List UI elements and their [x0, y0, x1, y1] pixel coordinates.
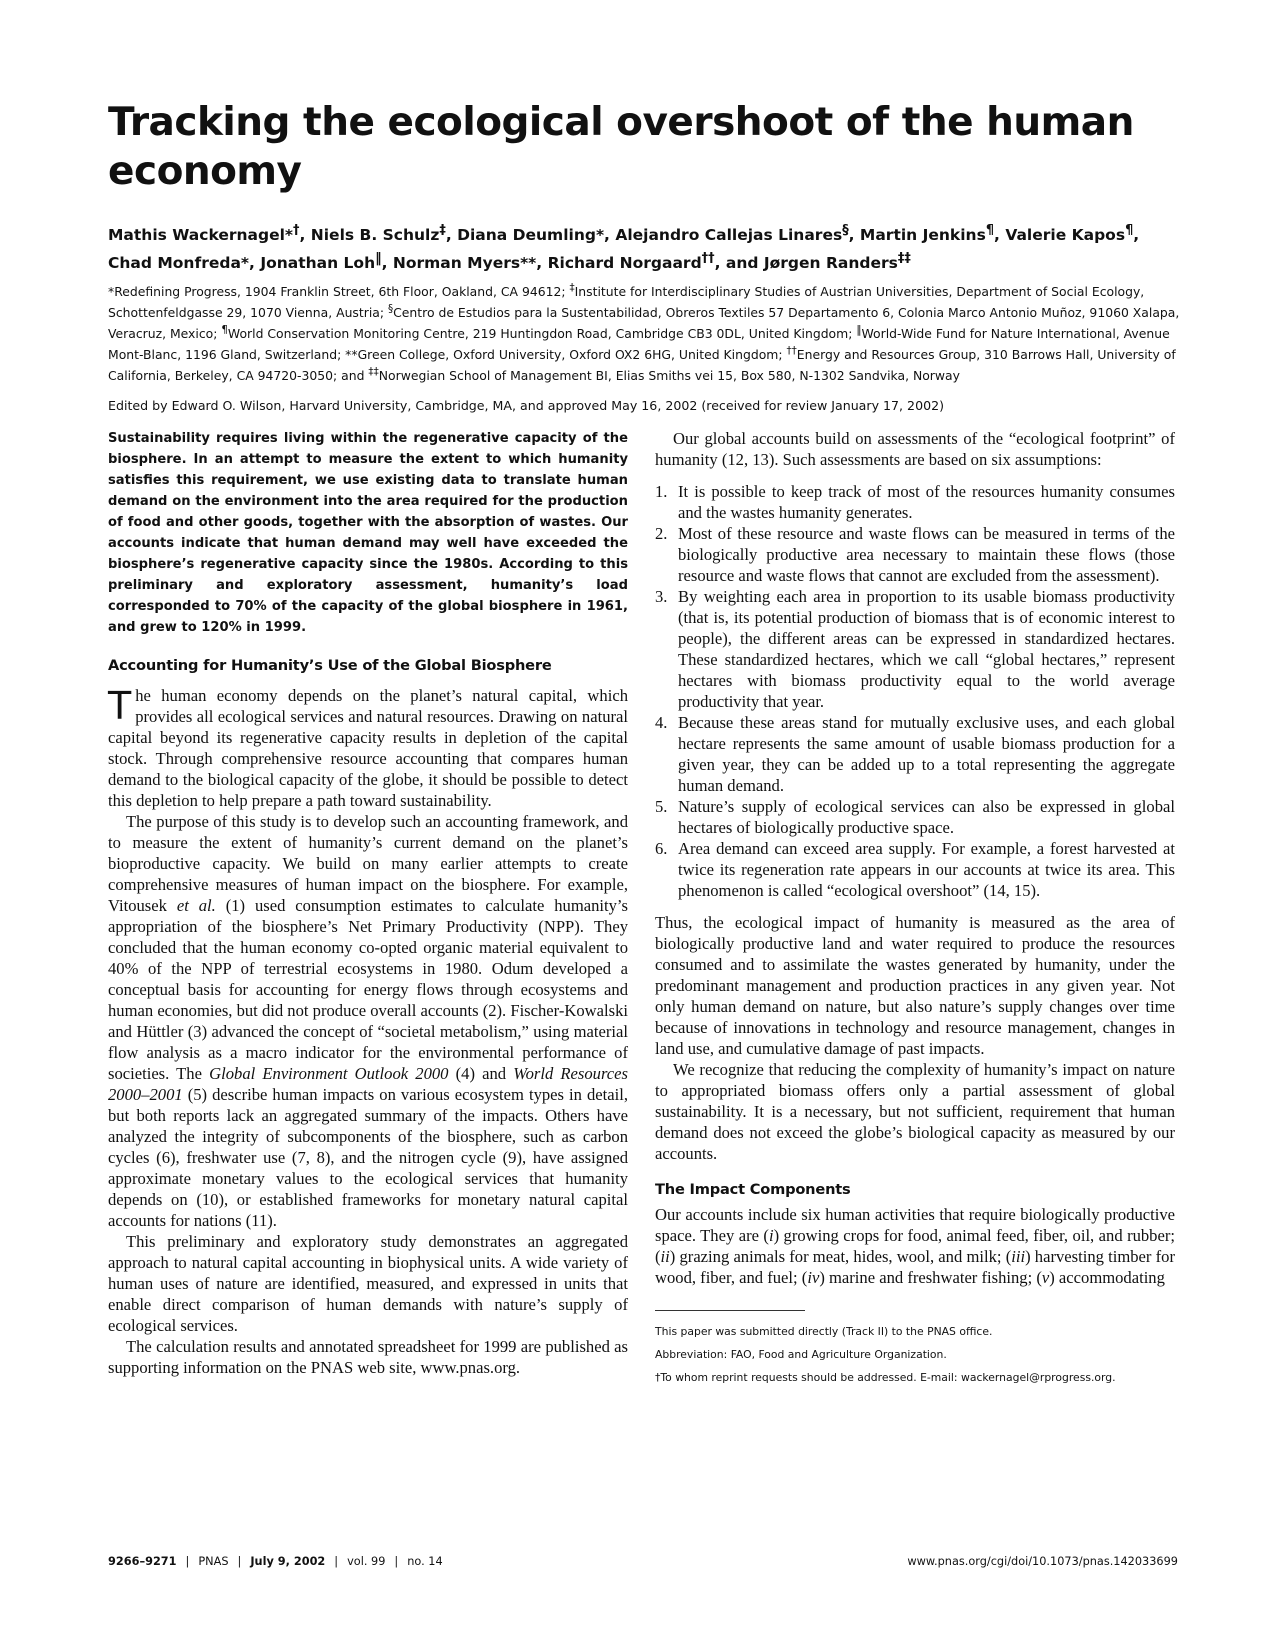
issue-number: no. 14: [407, 1555, 443, 1568]
section-heading-impact-components: The Impact Components: [655, 1181, 851, 1198]
left-column: [108, 428, 628, 1378]
volume: vol. 99: [347, 1555, 386, 1568]
right-column: [655, 428, 1175, 1394]
footnote-track: This paper was submitted directly (Track II) to the PNAS office.: [655, 1325, 993, 1338]
journal-name: PNAS: [198, 1555, 229, 1568]
affiliations: *Redefining Progress, 1904 Franklin Street, 6th Floor, Oakland, CA 94612; ‡Institute for Interdisciplinary Studies of Austrian Universities, Department of Social Ecology, Schottenfeldgasse 29, 1070 Vienna, Austria; §Centro de Estudios para la Sustentabilidad, Obreros Textiles 57 Departamento 6, Colonia Marco Antonio Muñoz, 91060 Xalapa, Veracruz, Mexico; ¶World Conservation Monitoring Centre, 219 Huntingdon Road, Cambridge CB3 0DL, United Kingdom; ‖World-Wide Fund for Nature International, Avenue Mont-Blanc, 1196 Gland, Switzerland; **Green College, Oxford University, Oxford OX2 6HG, United Kingdom; ††Energy and Resources Group, 310 Barrows Hall, University of California, Berkeley, CA 94720-3050; and ‡‡Norwegian School of Management BI, Elias Smiths vei 15, Box 580, N-1302 Sandvika, Norway: [108, 282, 1180, 384]
paragraph-preliminary: This preliminary and exploratory study demonstrates an aggregated approach to natural capital accounting in biophysical units. A wide variety of human uses of nature are identified, measured, and expressed in units that enable direct comparison of human demands with nature’s supply of ecological services.: [108, 1232, 628, 1335]
article-title: Tracking the ecological overshoot of the human economy: [108, 100, 1134, 194]
author-list: Mathis Wackernagel*†, Niels B. Schulz‡, Diana Deumling*, Alejandro Callejas Linares§, Martin Jenkins¶, Valerie Kapos¶, Chad Monfreda*, Jonathan Loh‖, Norman Myers**, Richard Norgaard††, and Jørgen Randers‡‡: [108, 223, 1140, 273]
assumption-item: 3. By weighting each area in proportion to its usable biomass productivity (that is, its potential production of biomass that is of economic interest to people), the different areas can be expressed in standardized hectares. These standardized hectares, which we call “global hectares,” represent hectares with biomass productivity equal to the world average productivity that year.: [655, 587, 1175, 711]
page-range: 9266–9271: [108, 1555, 177, 1568]
doi-link[interactable]: www.pnas.org/cgi/doi/10.1073/pnas.142033699: [907, 1555, 1178, 1568]
paragraph-purpose: The purpose of this study is to develop such an accounting framework, and to measure the extent of humanity’s current demand on the planet’s bioproductive capacity. We build on many earlier attempts to create comprehensive measures of human impact on the biosphere. For example, Vitousek et al. (1) used consumption estimates to calculate humanity’s appropriation of the biosphere’s Net Primary Productivity (NPP). They concluded that the human economy co-opted organic material equivalent to 40% of the NPP of terrestrial ecosystems in 1980. Odum developed a conceptual basis for accounting for energy flows through ecosystems and human economies, but did not produce overall accounts (2). Fischer-Kowalski and Hüttler (3) advanced the concept of “societal metabolism,” using material flow analysis as a macro indicator for the environmental performance of societies. The Global Environment Outlook 2000 (4) and World Resources 2000–2001 (5) describe human impacts on various ecosystem types in detail, but both reports lack an aggregated summary of the impacts. Others have analyzed the integrity of subcomponents of the biosphere, such as carbon cycles (6), freshwater use (7, 8), and the nitrogen cycle (9), have assigned approximate monetary values to the ecological services that humanity depends on (10), or established frameworks for monetary natural capital accounts for nations (11).: [108, 812, 628, 1230]
issue-date: July 9, 2002: [250, 1555, 326, 1568]
footnote-reprint: †To whom reprint requests should be addressed. E-mail: wackernagel@rprogress.org.: [655, 1371, 1116, 1384]
section-heading-accounting: Accounting for Humanity’s Use of the Global Biosphere: [108, 657, 552, 674]
paragraph-activities: Our accounts include six human activities that require biologically productive space. They are (i) growing crops for food, animal feed, fiber, oil, and rubber; (ii) grazing animals for meat, hides, wool, and milk; (iii) harvesting timber for wood, fiber, and fuel; (iv) marine and freshwater fishing; (v) accommodating: [655, 1205, 1175, 1287]
page-footer: [108, 1555, 1178, 1573]
edited-by-line: Edited by Edward O. Wilson, Harvard University, Cambridge, MA, and approved May 16, 2002 (received for review January 17, 2002): [108, 398, 945, 413]
assumptions-list: [655, 481, 1175, 901]
footnote-rule: [655, 1310, 805, 1311]
assumption-item: 4. Because these areas stand for mutually exclusive uses, and each global hectare represents the same amount of usable biomass production for a given year, they can be added up to a total representing the aggregate human demand.: [655, 713, 1175, 795]
assumption-item: 2. Most of these resource and waste flows can be measured in terms of the biologically productive area necessary to maintain these flows (those resource and waste flows that cannot are excluded from the assessment).: [655, 524, 1175, 585]
paragraph-supporting-info: The calculation results and annotated spreadsheet for 1999 are published as supporting information on the PNAS web site, www.pnas.org.: [108, 1337, 628, 1377]
paragraph-intro: [108, 685, 628, 811]
assumption-item: 5. Nature’s supply of ecological services can also be expressed in global hectares of biologically productive space.: [655, 797, 1175, 837]
footnote-abbreviation: Abbreviation: FAO, Food and Agriculture Organization.: [655, 1348, 947, 1361]
abstract: Sustainability requires living within the regenerative capacity of the biosphere. In an attempt to measure the extent to which humanity satisfies this requirement, we use existing data to translate human demand on the environment into the area required for the production of food and other goods, together with the absorption of wastes. Our accounts indicate that human demand may well have exceeded the biosphere’s regenerative capacity since the 1980s. According to this preliminary and exploratory assessment, humanity’s load corresponded to 70% of the capacity of the global biosphere in 1961, and grew to 120% in 1999.: [108, 431, 628, 635]
paragraph-global-accounts: Our global accounts build on assessments of the “ecological footprint” of humanity (12, 13). Such assessments are based on six assumptions:: [655, 429, 1175, 469]
drop-cap: T: [108, 684, 132, 728]
assumption-item: 6. Area demand can exceed area supply. For example, a forest harvested at twice its regeneration rate appears in our accounts at twice its area. This phenomenon is called “ecological overshoot” (14, 15).: [655, 839, 1175, 900]
paragraph-ecological-impact: Thus, the ecological impact of humanity is measured as the area of biologically productive land and water required to produce the resources consumed and to assimilate the wastes generated by humanity, under the predominant management and production practices in any given year. Not only human demand on nature, but also nature’s supply changes over time because of innovations in technology and resource management, changes in land use, and cumulative damage of past impacts.: [655, 913, 1175, 1058]
paragraph-complexity: We recognize that reducing the complexity of humanity’s impact on nature to appropriated biomass offers only a partial assessment of global sustainability. It is a necessary, but not sufficient, requirement that human demand does not exceed the globe’s biological capacity as measured by our accounts.: [655, 1060, 1175, 1163]
footnotes: [655, 1310, 1175, 1385]
citation-info: 9266–9271 | PNAS | July 9, 2002 | vol. 99 | no. 14: [108, 1555, 443, 1568]
paragraph-intro-text: he human economy depends on the planet’s natural capital, which provides all ecological services and natural resources. Drawing on natural capital beyond its regenerative capacity results in depletion of the capital stock. Through comprehensive resource accounting that compares human demand to the biological capacity of the globe, it should be possible to detect this depletion to help prepare a path toward sustainability.: [108, 686, 628, 810]
assumption-item: 1. It is possible to keep track of most of the resources humanity consumes and the wastes humanity generates.: [655, 482, 1175, 522]
